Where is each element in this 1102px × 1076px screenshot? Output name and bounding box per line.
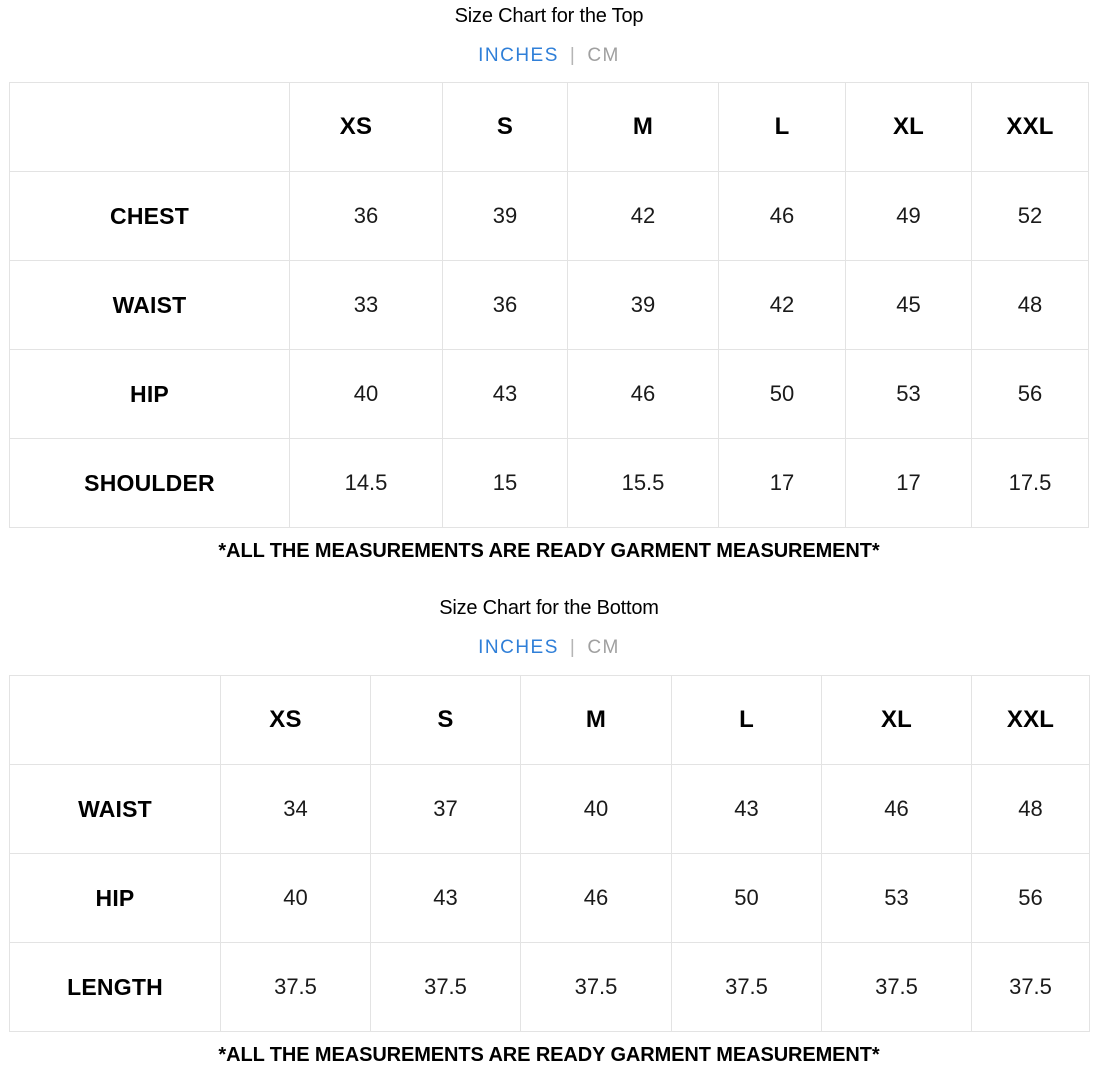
table-cell: 33 xyxy=(290,261,443,350)
bottom-chart-title: Size Chart for the Bottom xyxy=(439,597,659,619)
bottom-unit-inches[interactable]: INCHES xyxy=(478,637,559,658)
size-header-xl: XL xyxy=(846,83,972,172)
table-cell: 40 xyxy=(221,854,371,943)
top-measurement-note: *ALL THE MEASUREMENTS ARE READY GARMENT MEASUREMENT* xyxy=(218,540,880,562)
top-chart-title: Size Chart for the Top xyxy=(454,5,644,27)
size-header-m: M xyxy=(568,83,719,172)
row-label-shoulder: SHOULDER xyxy=(10,439,290,528)
bottom-measurement-note: *ALL THE MEASUREMENTS ARE READY GARMENT MEASUREMENT* xyxy=(218,1044,880,1066)
size-header-m: M xyxy=(521,676,672,765)
bottom-size-table xyxy=(9,675,1090,1032)
table-cell: 37 xyxy=(371,765,521,854)
table-cell: 56 xyxy=(972,854,1090,943)
row-label-chest: CHEST xyxy=(10,172,290,261)
table-cell: 37.5 xyxy=(371,943,521,1032)
table-cell: 17 xyxy=(719,439,846,528)
size-header-xs: XS xyxy=(221,676,371,765)
size-header-l: L xyxy=(719,83,846,172)
size-header-xxl: XXL xyxy=(972,83,1089,172)
table-cell: 40 xyxy=(521,765,672,854)
table-cell: 39 xyxy=(443,172,568,261)
table-cell: 17.5 xyxy=(972,439,1089,528)
size-header-s: S xyxy=(371,676,521,765)
table-cell: 45 xyxy=(846,261,972,350)
table-header-row xyxy=(10,83,1089,172)
table-cell: 15.5 xyxy=(568,439,719,528)
bottom-unit-toggle xyxy=(0,637,1098,659)
table-cell: 42 xyxy=(568,172,719,261)
table-row xyxy=(10,765,1090,854)
size-header-l: L xyxy=(672,676,822,765)
top-unit-toggle xyxy=(0,45,1098,67)
table-cell: 37.5 xyxy=(672,943,822,1032)
table-cell: 52 xyxy=(972,172,1089,261)
bottom-unit-cm[interactable]: CM xyxy=(587,637,620,658)
table-cell: 50 xyxy=(719,350,846,439)
table-cell: 40 xyxy=(290,350,443,439)
size-header-xs: XS xyxy=(290,83,443,172)
table-cell: 37.5 xyxy=(521,943,672,1032)
size-header-s: S xyxy=(443,83,568,172)
table-cell: 46 xyxy=(822,765,972,854)
table-cell: 56 xyxy=(972,350,1089,439)
table-cell: 46 xyxy=(568,350,719,439)
table-cell: 37.5 xyxy=(822,943,972,1032)
top-unit-inches[interactable]: INCHES xyxy=(478,45,559,66)
row-label-waist: WAIST xyxy=(10,765,221,854)
table-row xyxy=(10,439,1089,528)
row-label-waist: WAIST xyxy=(10,261,290,350)
table-cell: 36 xyxy=(290,172,443,261)
top-size-table xyxy=(9,82,1089,528)
table-row xyxy=(10,261,1089,350)
table-cell: 34 xyxy=(221,765,371,854)
table-row xyxy=(10,943,1090,1032)
table-cell: 43 xyxy=(371,854,521,943)
row-label-length: LENGTH xyxy=(10,943,221,1032)
table-cell: 36 xyxy=(443,261,568,350)
table-cell: 17 xyxy=(846,439,972,528)
table-cell: 50 xyxy=(672,854,822,943)
top-unit-separator: | xyxy=(569,45,577,66)
size-header-xl: XL xyxy=(822,676,972,765)
row-label-hip: HIP xyxy=(10,350,290,439)
table-cell: 53 xyxy=(846,350,972,439)
table-cell: 53 xyxy=(822,854,972,943)
table-header-row xyxy=(10,676,1090,765)
table-cell: 46 xyxy=(521,854,672,943)
size-header-xxl: XXL xyxy=(972,676,1090,765)
table-corner-cell xyxy=(10,676,221,765)
table-cell: 43 xyxy=(672,765,822,854)
table-cell: 43 xyxy=(443,350,568,439)
table-cell: 49 xyxy=(846,172,972,261)
table-corner-cell xyxy=(10,83,290,172)
table-cell: 14.5 xyxy=(290,439,443,528)
table-cell: 46 xyxy=(719,172,846,261)
table-cell: 37.5 xyxy=(221,943,371,1032)
table-cell: 37.5 xyxy=(972,943,1090,1032)
table-cell: 42 xyxy=(719,261,846,350)
table-row xyxy=(10,350,1089,439)
table-cell: 48 xyxy=(972,261,1089,350)
table-cell: 39 xyxy=(568,261,719,350)
row-label-hip: HIP xyxy=(10,854,221,943)
top-unit-cm[interactable]: CM xyxy=(587,45,620,66)
table-row xyxy=(10,854,1090,943)
table-cell: 48 xyxy=(972,765,1090,854)
bottom-unit-separator: | xyxy=(569,637,577,658)
table-cell: 15 xyxy=(443,439,568,528)
table-row xyxy=(10,172,1089,261)
